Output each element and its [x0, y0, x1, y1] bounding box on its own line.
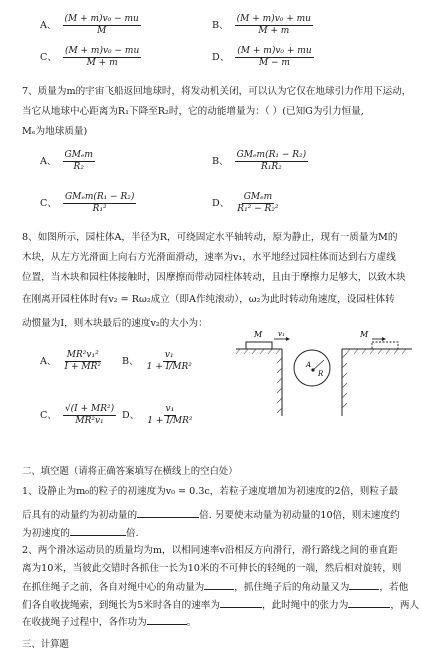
- q7-stem-line-2: 当它从地球中心距离为R₁下降至R₂时，它的动能增量为：（ ）(已知G为引力恒量,: [22, 106, 364, 117]
- answer-blank[interactable]: [70, 526, 126, 536]
- denominator: R₁² − R₂²: [237, 204, 279, 214]
- q8-option-c: [40, 404, 116, 427]
- answer-blank[interactable]: [220, 598, 262, 608]
- q7-option-c: [40, 192, 136, 215]
- fraction: [63, 404, 116, 427]
- option-label: D、: [122, 409, 140, 421]
- q7-option-b: [212, 150, 308, 173]
- fill-q2-line-3: [22, 580, 408, 594]
- denominator: 1 + I/MR²: [146, 362, 192, 372]
- text-segment: 们各自收拢绳索，到绳长为5米时各自的速率为: [22, 600, 220, 611]
- numerator: GMₑm: [243, 192, 273, 202]
- q7-stem-line-1: 7、质量为m的宇宙飞船返回地球时，将发动机关闭，可以认为它仅在地球引力作用下运动，: [22, 86, 412, 97]
- q7-stem-line-3: Mₑ为地球质量): [22, 126, 88, 137]
- option-label: A、: [40, 355, 57, 367]
- fraction: [145, 350, 194, 373]
- fraction: [235, 46, 313, 69]
- fraction: [63, 350, 103, 373]
- answer-blank[interactable]: [348, 598, 390, 608]
- option-label: B、: [212, 19, 229, 31]
- numerator: √(I + MR²): [64, 404, 115, 414]
- velocity-arrowhead: [286, 337, 290, 341]
- radius-label: R: [318, 370, 324, 378]
- q8-stem-line-4: 在刚离开园柱体时有v₂ = Rω₂成立（即A作纯滚动），ω₂为此时转动角速度，设园柱体转: [22, 294, 395, 305]
- answer-blank[interactable]: [349, 580, 379, 590]
- text-segment: 。: [186, 617, 197, 628]
- text-segment: ，抓住绳子后的角动量又为: [234, 582, 350, 593]
- denominator: M: [97, 26, 107, 36]
- q8-stem-line-5: 动惯量为I，则木块最后的速度v₂的大小为：: [22, 318, 208, 329]
- q8-figure: [234, 322, 414, 418]
- option-label: B、: [122, 355, 139, 367]
- radius-line: [313, 360, 324, 370]
- fraction: [235, 192, 280, 215]
- option-label: C、: [40, 197, 57, 209]
- text-segment: 后具有的动量约为初动量的: [22, 510, 138, 521]
- fill-q2-line-2: 离为10米，当彼此交错时各抓住一长为10米的不可伸长的轻绳的一端，然后相对旋转，则: [22, 563, 402, 574]
- q6-option-d: [212, 46, 314, 69]
- velocity-label: v₁: [278, 330, 285, 338]
- answer-blank[interactable]: [137, 508, 199, 518]
- fraction: [63, 46, 141, 69]
- cylinder: [294, 350, 330, 386]
- numerator: MR²v₁²: [66, 350, 99, 360]
- denominator: R₂: [73, 162, 84, 172]
- fraction: [235, 14, 313, 37]
- text-segment: 倍. 另要使末动量为初动量的10倍，则末速度约: [199, 510, 400, 521]
- fill-q1-line-2: [22, 508, 400, 522]
- text-segment: 在收拢绳子过程中，各作功为: [22, 617, 147, 628]
- q6-option-c: [40, 46, 141, 69]
- numerator: GMₑm(R₁ − R₂): [236, 150, 307, 160]
- denominator: MR²v₁: [75, 416, 104, 426]
- fill-q2-line-4: [22, 598, 419, 612]
- option-label: A、: [40, 155, 57, 167]
- denominator: R₁R₂: [261, 162, 282, 172]
- right-arrowhead: [382, 337, 386, 341]
- numerator: (M + m)v₀ − mu: [64, 14, 139, 24]
- option-label: D、: [212, 51, 230, 63]
- left-block-mass-label: M: [254, 330, 263, 339]
- text-segment: 倍.: [125, 528, 139, 539]
- q8-option-a: [40, 350, 103, 373]
- left-block: [246, 342, 272, 349]
- denominator: R₁²: [92, 204, 107, 214]
- numerator: GMₑm: [64, 150, 93, 160]
- numerator: v₁: [164, 350, 174, 360]
- right-block-mass-label: M: [360, 330, 369, 339]
- option-label: B、: [212, 155, 229, 167]
- denominator: M + m: [258, 26, 290, 36]
- section-3-heading: 三、计算题: [22, 639, 69, 650]
- denominator: M + m: [86, 58, 118, 68]
- fill-q2-line-5: [22, 615, 196, 629]
- option-label: C、: [40, 409, 57, 421]
- right-block-dashed: [372, 342, 398, 349]
- numerator: (M + m)v₀ + mu: [236, 14, 311, 24]
- text-segment: ，此时绳中的张力为: [261, 600, 349, 611]
- fraction: [63, 192, 136, 215]
- cylinder-label: A: [306, 361, 312, 369]
- answer-blank[interactable]: [147, 615, 187, 625]
- fraction: [63, 14, 141, 37]
- q6-option-b: [212, 14, 313, 37]
- q8-stem-line-1: 8、如图所示，园柱体A，半径为R，可绕固定水平轴转动，原为静止，现有一质量为M的: [22, 232, 398, 243]
- fraction: [63, 150, 95, 173]
- answer-blank[interactable]: [204, 580, 234, 590]
- text-segment: ，两人: [390, 600, 420, 611]
- q8-option-d: [122, 404, 194, 427]
- denominator: I + MR²: [64, 362, 101, 372]
- numerator: GMₑm(R₁ − R₂): [64, 192, 135, 202]
- numerator: (M + m)v₀ − mu: [64, 46, 140, 56]
- fill-q1-line-1: 1、设静止为m₀的粒子的初速度为v₀ = 0.3c，若粒子速度增加为初速度的2倍，则粒子最: [22, 486, 399, 497]
- option-label: C、: [40, 51, 57, 63]
- left-wall-hatching: [236, 349, 282, 413]
- q7-option-a: [40, 150, 95, 173]
- option-label: A、: [40, 19, 57, 31]
- text-segment: ，若他: [379, 582, 409, 593]
- numerator: v₁: [165, 404, 175, 414]
- fill-q1-line-3: [22, 526, 139, 540]
- fill-q2-line-1: 2、两个滑冰运动员的质量均为m，以相同速率v沿相反方向滑行，滑行路线之间的垂直距: [22, 545, 398, 556]
- denominator: 1 + I/MR²: [147, 416, 193, 426]
- denominator: M − m: [258, 58, 290, 68]
- option-label: D、: [212, 197, 230, 209]
- q7-option-d: [212, 192, 281, 215]
- q8-stem-line-2: 木块，从左方光滑面上向右方光滑面滑动，速率为v₁，水平地经过园柱体而达到右方虚线: [22, 252, 396, 263]
- q8-stem-line-3: 位置，当木块和园柱体接触时，因摩擦而带动园柱体转动，且由于摩擦力足够大，以致木块: [22, 272, 406, 283]
- text-segment: 为初速度的: [22, 528, 70, 539]
- q8-option-b: [122, 350, 194, 373]
- fraction: [235, 150, 308, 173]
- section-2-heading: 二、填空题（请将正确答案填写在横线上的空白处）: [22, 466, 238, 477]
- numerator: (M + m)v₀ + mu: [237, 46, 312, 56]
- right-wall-hatching: [342, 349, 406, 408]
- text-segment: 在抓住绳子之前，各自对绳中心的角动量为: [22, 582, 205, 593]
- q6-option-a: [40, 14, 141, 37]
- fraction: [145, 404, 194, 427]
